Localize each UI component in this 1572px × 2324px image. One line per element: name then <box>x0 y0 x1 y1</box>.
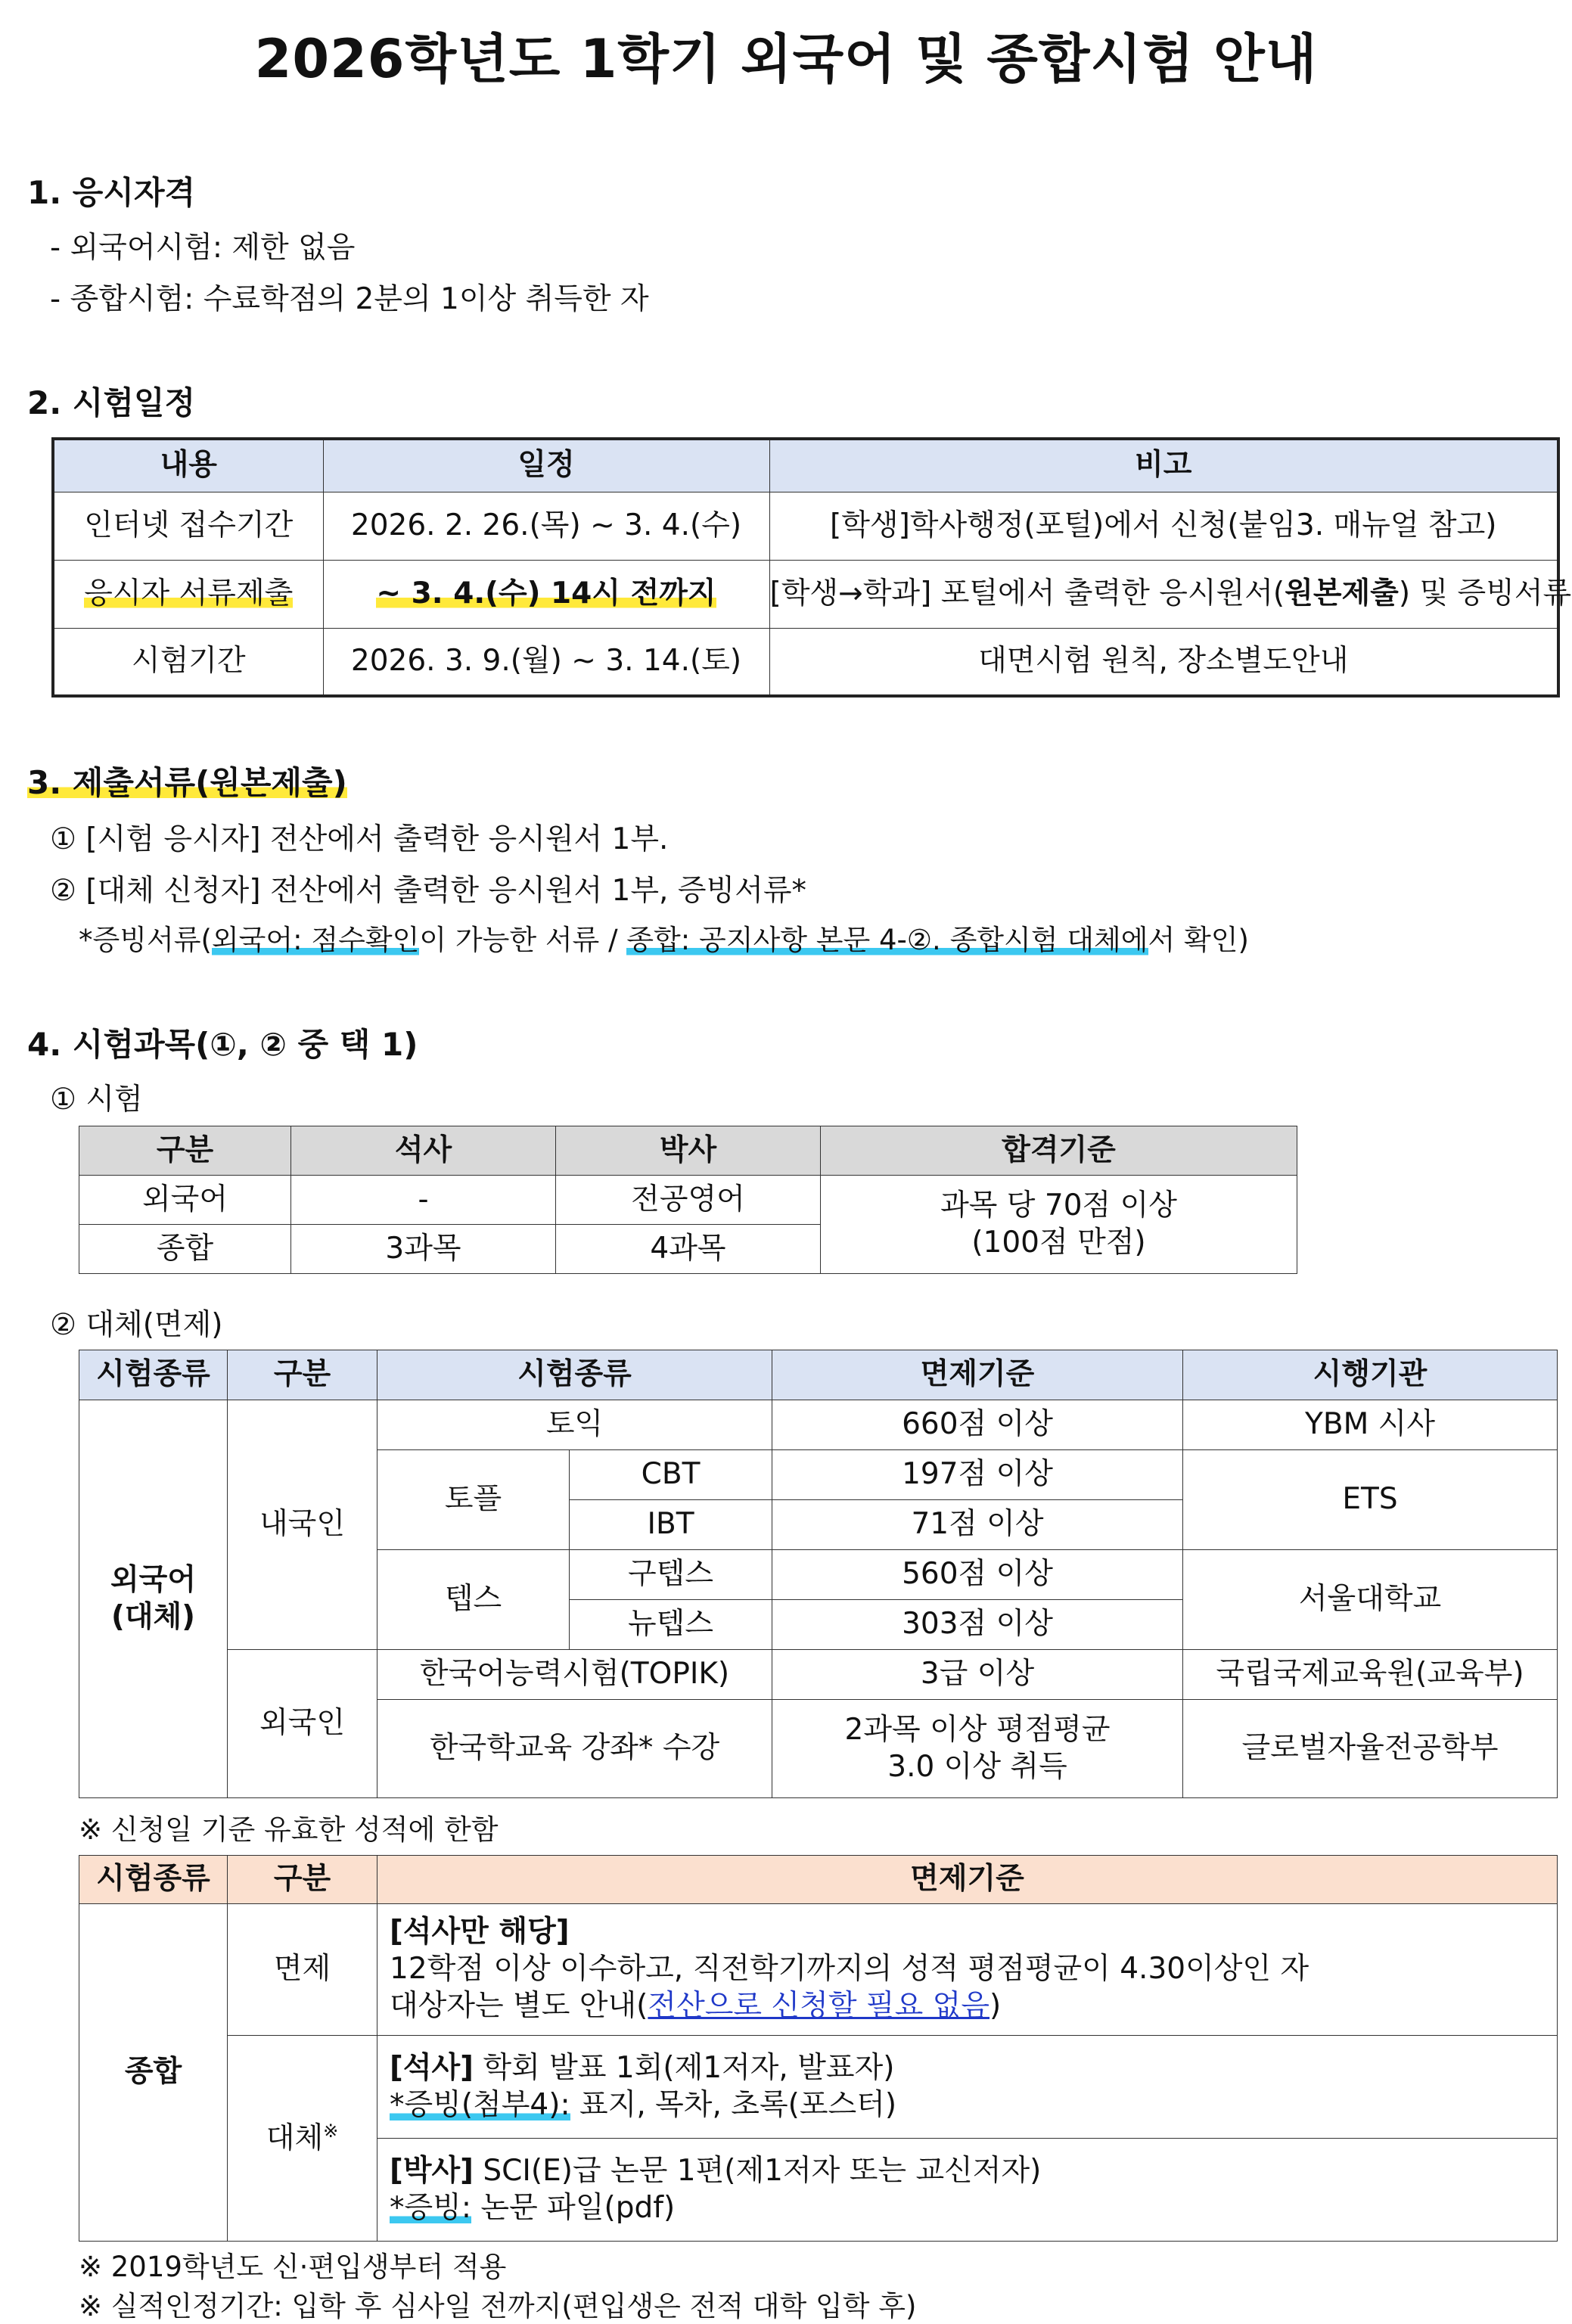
eligibility-comprehensive: - 종합시험: 수료학점의 2분의 1이상 취득한 자 <box>50 282 649 316</box>
domestic-label: 내국인 <box>228 1400 377 1650</box>
text: 2과목 이상 평점평균 <box>844 1712 1111 1747</box>
section-4-heading: 4. 시험과목(①, ② 중 택 1) <box>27 1026 418 1063</box>
text: 논문 파일(pdf) <box>471 2190 676 2225</box>
alt-cell: 토익 <box>377 1400 772 1450</box>
text: (대체) <box>111 1599 195 1634</box>
text <box>390 2153 1557 2190</box>
schedule-cell: 대면시험 원칙, 장소별도안내 <box>769 628 1558 696</box>
document-item-2: ② [대체 신청자] 전산에서 출력한 응시원서 1부, 증빙서류* <box>50 874 807 908</box>
highlight: 종합: 공지사항 본문 4-②. 종합시험 대체에 <box>626 924 1148 956</box>
text <box>390 2050 1557 2087</box>
text: 대체 <box>266 2120 324 2155</box>
eligibility-foreign: - 외국어시험: 제한 없음 <box>50 231 356 265</box>
text: 학회 발표 1회(제1저자, 발표자) <box>474 2050 895 2085</box>
table-row <box>79 1176 1297 1225</box>
alt-cell: 560점 이상 <box>772 1550 1183 1600</box>
exam-header: 석사 <box>291 1126 556 1176</box>
schedule-cell: 인터넷 접수기간 <box>53 492 323 560</box>
text: 전산으로 신청할 필요 없음 <box>648 1988 990 2023</box>
doctor-criteria <box>377 2139 1558 2242</box>
alt-cell: YBM 시사 <box>1183 1400 1558 1450</box>
text: [학생→학과] 포털에서 출력한 응시원서( <box>769 576 1285 611</box>
text: 외국어 <box>110 1562 197 1597</box>
comp-header: 면제기준 <box>377 1856 1558 1904</box>
table-row <box>79 1650 1558 1700</box>
exam-header: 합격기준 <box>821 1126 1297 1176</box>
text: 12학점 이상 이수하고, 직전학기까지의 성적 평점평균이 4.30이상인 자 <box>390 1952 1309 1987</box>
substitution-table <box>79 1350 1558 1798</box>
schedule-cell <box>323 560 769 628</box>
alt-note: ※ 신청일 기준 유효한 성적에 한함 <box>79 1813 499 1846</box>
highlight: *증빙: <box>390 2190 471 2225</box>
text: [석사] <box>390 2050 474 2085</box>
text: 과목 당 70점 이상 <box>940 1188 1177 1223</box>
schedule-cell <box>53 560 323 628</box>
text: [석사만 해당] <box>390 1915 570 1950</box>
text: ) <box>989 1988 1002 2023</box>
alt-cell: 71점 이상 <box>772 1500 1183 1550</box>
highlight: 응시자 서류제출 <box>84 576 294 611</box>
alt-cell: 구텝스 <box>570 1550 772 1600</box>
text <box>390 2190 1557 2227</box>
exam-cell: 종합 <box>79 1225 291 1274</box>
pass-criteria <box>821 1176 1297 1274</box>
section-1-heading: 1. 응시자격 <box>27 174 196 211</box>
exam-header: 박사 <box>556 1126 821 1176</box>
alt-cell: 토플 <box>377 1450 570 1550</box>
group-foreign-language <box>79 1400 228 1798</box>
text: 표지, 목차, 초록(포스터) <box>570 2087 897 2122</box>
exam-cell: 전공영어 <box>556 1176 821 1225</box>
group-comprehensive: 종합 <box>79 1904 228 2242</box>
foreigner-label: 외국인 <box>228 1650 377 1798</box>
schedule-header-content: 내용 <box>53 439 323 492</box>
alt-cell: 3급 이상 <box>772 1650 1183 1700</box>
alt-cell: ETS <box>1183 1450 1558 1550</box>
alt-cell: 텝스 <box>377 1550 570 1650</box>
document-item-1: ① [시험 응시자] 전산에서 출력한 응시원서 1부. <box>50 822 669 856</box>
text: 서 확인) <box>1148 924 1249 956</box>
alt-cell: CBT <box>570 1450 772 1500</box>
exam-cell: 4과목 <box>556 1225 821 1274</box>
exam-header: 구분 <box>79 1126 291 1176</box>
alt-cell: 뉴텝스 <box>570 1600 772 1650</box>
comp-header: 구분 <box>228 1856 377 1904</box>
alt-cell: IBT <box>570 1500 772 1550</box>
footnote-2: ※ 실적인정기간: 입학 후 심사일 전까지(편입생은 전적 대학 입학 후) <box>79 2290 917 2322</box>
alt-header: 시험종류 <box>377 1350 772 1400</box>
schedule-cell: 시험기간 <box>53 628 323 696</box>
section-2-heading: 2. 시험일정 <box>27 384 196 421</box>
alt-cell: 한국학교육 강좌* 수강 <box>377 1700 772 1798</box>
highlight: *증빙(첨부4): <box>390 2087 570 2122</box>
schedule-cell <box>769 560 1572 628</box>
schedule-cell: 2026. 2. 26.(목) ~ 3. 4.(수) <box>323 492 769 560</box>
text: [박사] <box>390 2153 474 2188</box>
text: 대상자는 별도 안내( <box>390 1988 648 2023</box>
schedule-cell: [학생]학사행정(포털)에서 신청(붙임3. 매뉴얼 참고) <box>769 492 1558 560</box>
text: 이 가능한 서류 / <box>419 924 627 956</box>
comp-header: 시험종류 <box>79 1856 228 1904</box>
table-row <box>79 1904 1558 2036</box>
exempt-criteria <box>377 1904 1558 2036</box>
table-row <box>79 1400 1558 1450</box>
alt-cell: 글로벌자율전공학부 <box>1183 1700 1558 1798</box>
text: ) 및 증빙서류 <box>1398 576 1572 611</box>
text: SCI(E)급 논문 1편(제1저자 또는 교신저자) <box>474 2153 1042 2188</box>
document-note <box>79 917 1249 958</box>
table-row <box>79 2036 1558 2139</box>
exam-cell: - <box>291 1176 556 1225</box>
schedule-table <box>51 437 1572 698</box>
highlight: ~ 3. 4.(수) 14시 전까지 <box>376 576 716 611</box>
exam-cell: 3과목 <box>291 1225 556 1274</box>
alt-cell: 서울대학교 <box>1183 1550 1558 1650</box>
alt-header: 면제기준 <box>772 1350 1183 1400</box>
footnote-1: ※ 2019학년도 신·편입생부터 적용 <box>79 2251 507 2283</box>
text: 원본제출 <box>1285 576 1399 611</box>
comprehensive-table <box>79 1855 1558 2242</box>
exempt-label: 면제 <box>228 1904 377 2036</box>
subsection-substitution: ② 대체(면제) <box>50 1308 223 1342</box>
text: *증빙서류( <box>79 924 212 956</box>
alt-cell <box>772 1700 1183 1798</box>
table-row <box>53 628 1558 696</box>
page-title: 2026학년도 1학기 외국어 및 종합시험 안내 <box>254 28 1318 90</box>
subsection-exam: ① 시험 <box>50 1083 143 1117</box>
alt-cell: 303점 이상 <box>772 1600 1183 1650</box>
exam-cell: 외국어 <box>79 1176 291 1225</box>
alt-header: 시행기관 <box>1183 1350 1558 1400</box>
alt-cell: 국립국제교육원(교육부) <box>1183 1650 1558 1700</box>
schedule-header-note: 비고 <box>769 439 1558 492</box>
text: (100점 만점) <box>971 1225 1146 1260</box>
table-row <box>53 560 1558 628</box>
highlight: 외국어: 점수확인 <box>211 924 420 956</box>
master-criteria <box>377 2036 1558 2139</box>
substitute-label <box>228 2036 377 2242</box>
table-row <box>53 492 1558 560</box>
text <box>390 2087 1557 2124</box>
alt-header: 시험종류 <box>79 1350 228 1400</box>
text: 3.0 이상 취득 <box>887 1749 1067 1784</box>
alt-cell: 한국어능력시험(TOPIK) <box>377 1650 772 1700</box>
schedule-header-date: 일정 <box>323 439 769 492</box>
alt-cell: 660점 이상 <box>772 1400 1183 1450</box>
alt-cell: 197점 이상 <box>772 1450 1183 1500</box>
schedule-cell: 2026. 3. 9.(월) ~ 3. 14.(토) <box>323 628 769 696</box>
exam-table <box>79 1126 1297 1274</box>
section-3-heading <box>27 758 347 803</box>
highlight: 3. 제출서류(원본제출) <box>27 764 347 801</box>
text: ※ <box>323 2120 339 2142</box>
alt-header: 구분 <box>228 1350 377 1400</box>
text <box>390 1988 1557 2025</box>
